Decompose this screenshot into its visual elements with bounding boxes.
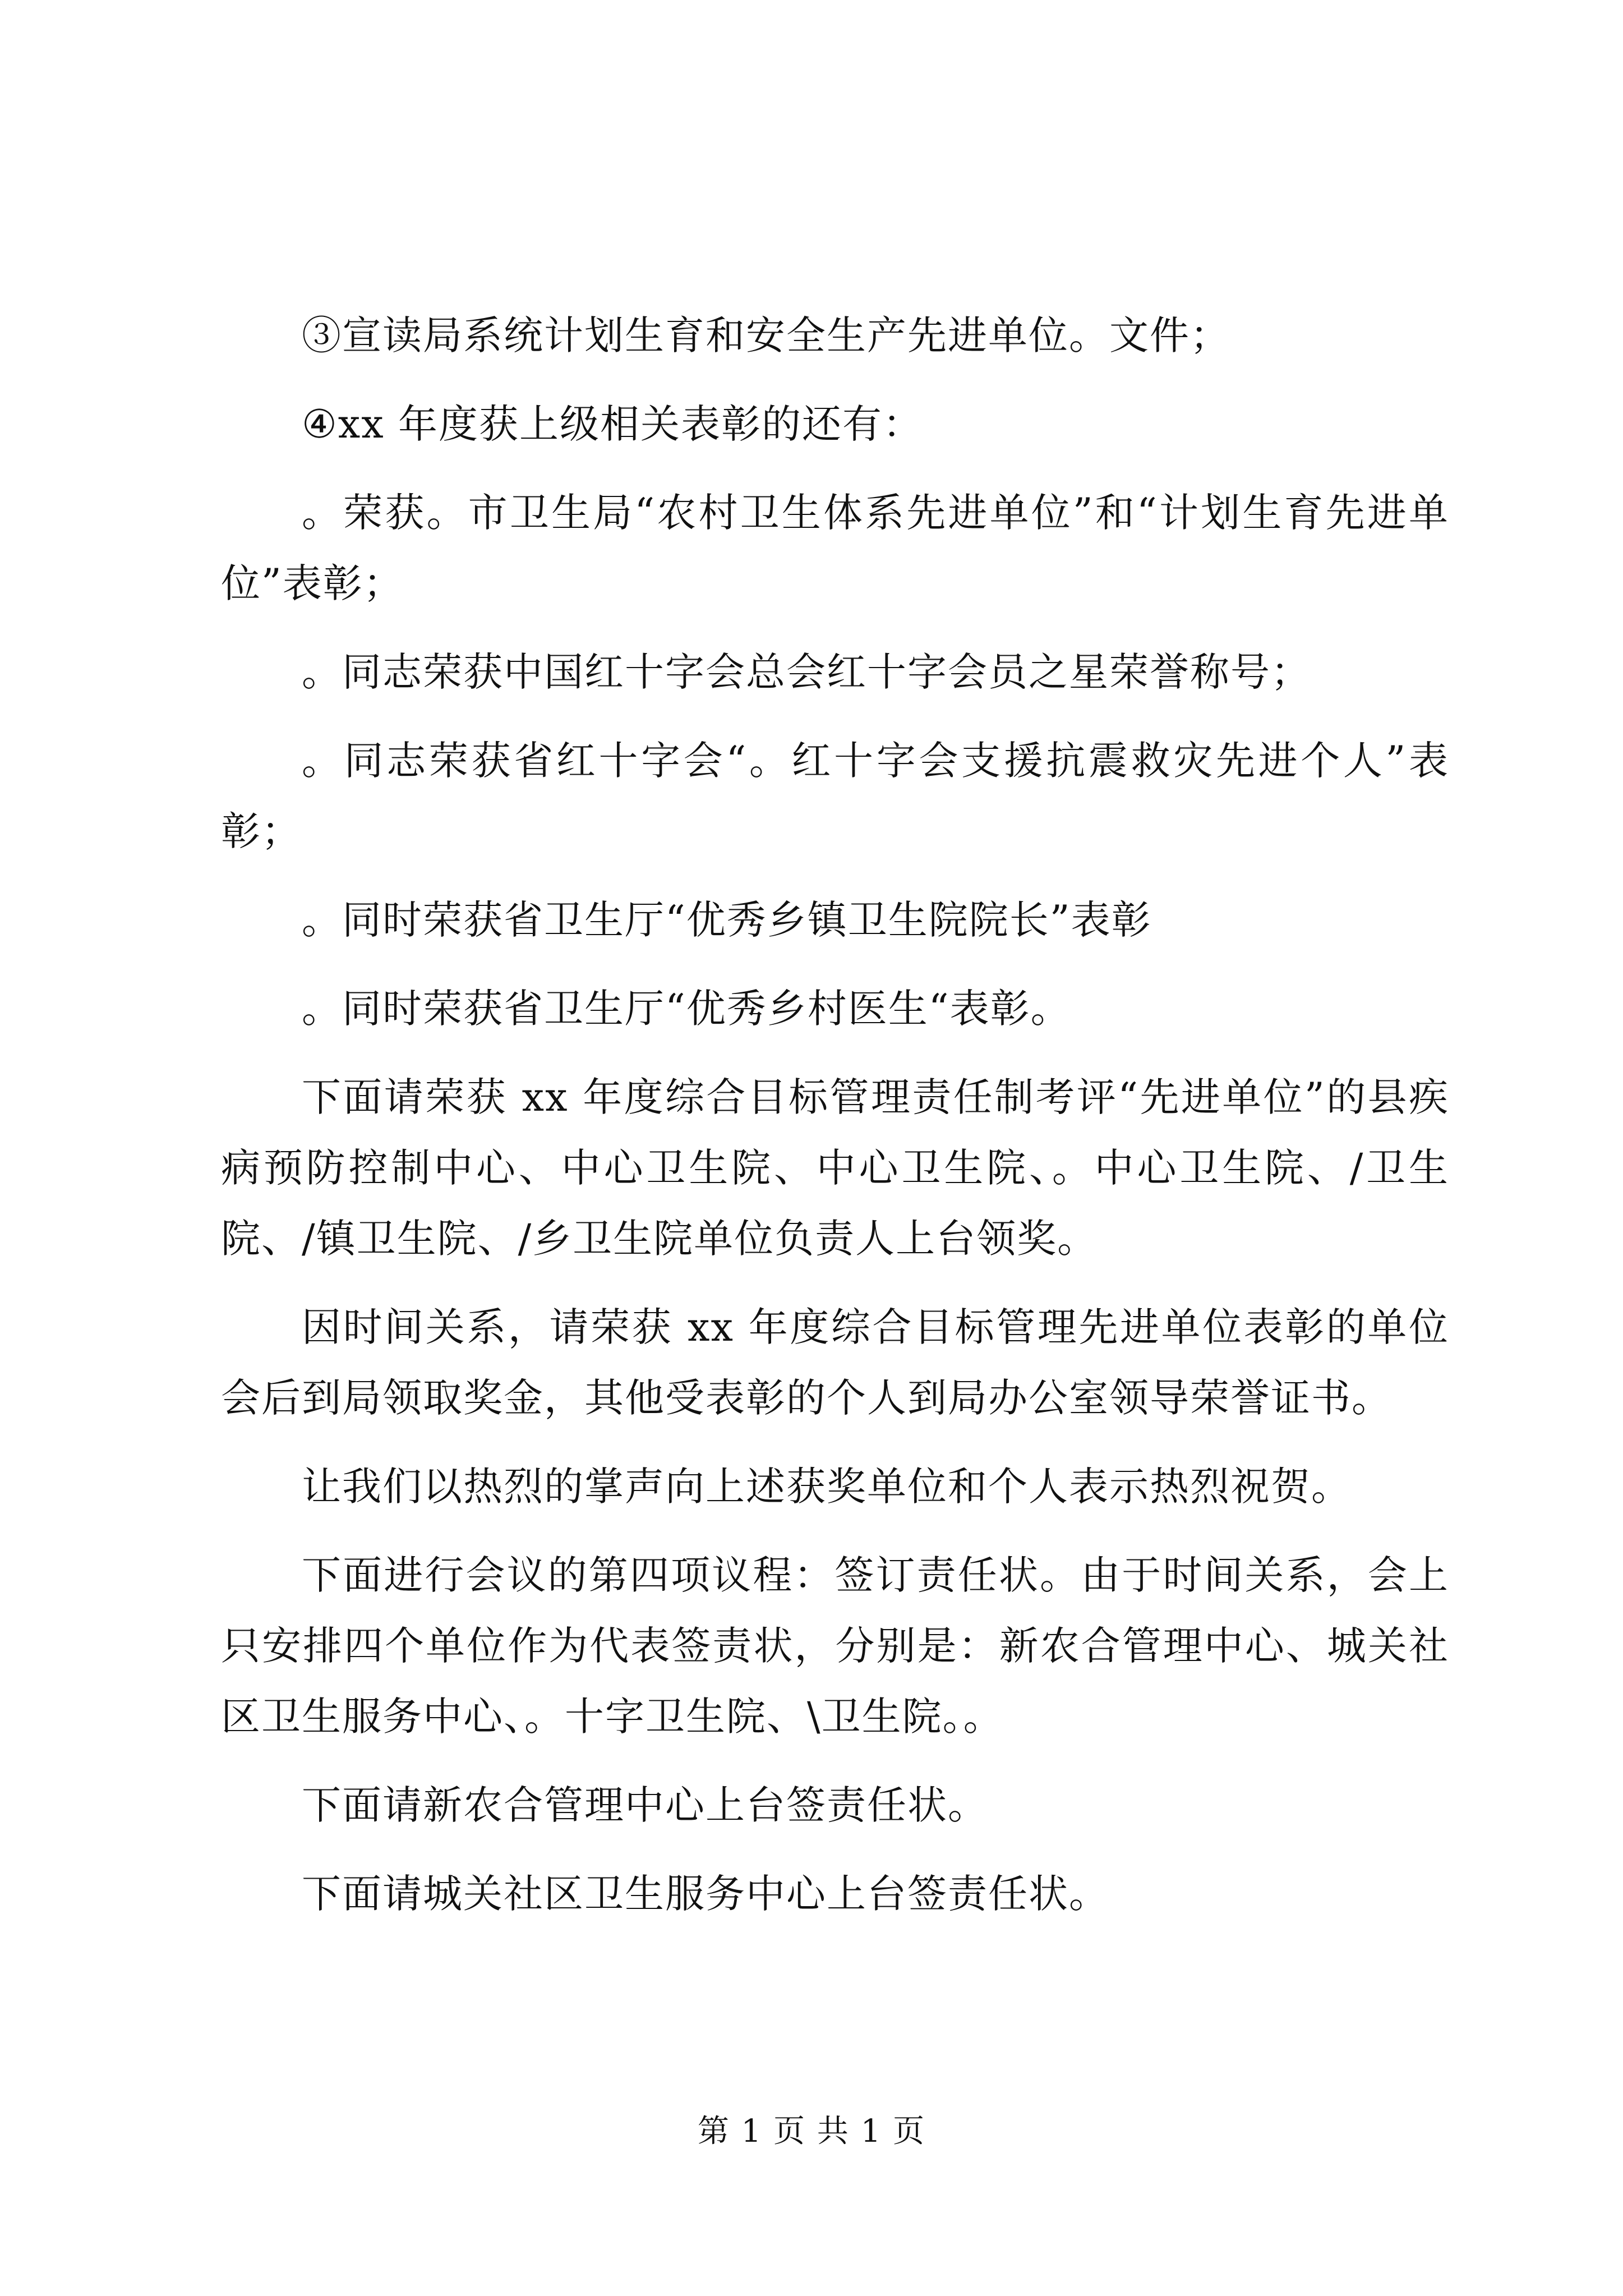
paragraph-9: 因时间关系，请荣获 xx 年度综合目标管理先进单位表彰的单位会后到局领取奖金，其他受表彰的个人到局办公室领导荣誉证书。 <box>221 1304 1449 1421</box>
paragraph-3: 。荣获。市卫生局“农村卫生体系先进单位”和“计划生育先进单位”表彰； <box>221 490 1449 606</box>
paragraph-13: 下面请城关社区卫生服务中心上台签责任状。 <box>302 1871 1109 1917</box>
page-footer: 第 1 页 共 1 页 <box>697 2113 926 2150</box>
paragraph-12: 下面请新农合管理中心上台签责任状。 <box>302 1782 988 1828</box>
paragraph-7: 。同时荣获省卫生厅“优秀乡村医生“表彰。 <box>302 986 1071 1032</box>
document-body <box>221 300 1449 1947</box>
paragraph-2: ④xx 年度获上级相关表彰的还有： <box>302 401 923 447</box>
paragraph-11: 下面进行会议的第四项议程：签订责任状。由于时间关系，会上只安排四个单位作为代表签责状，分别是：新农合管理中心、城关社区卫生服务中心、。十字卫生院、\卫生院。。 <box>221 1552 1449 1740</box>
paragraph-10: 让我们以热烈的掌声向上述获奖单位和个人表示热烈祝贺。 <box>302 1464 1352 1510</box>
paragraph-5: 。同志荣获省红十字会“。红十字会支援抗震救灾先进个人”表彰； <box>221 738 1449 854</box>
paragraph-1: ③宣读局系统计划生育和安全生产先进单位。文件； <box>302 312 1230 358</box>
paragraph-6: 。同时荣获省卫生厅“优秀乡镇卫生院院长”表彰 <box>302 897 1152 943</box>
paragraph-8: 下面请荣获 xx 年度综合目标管理责任制考评“先进单位”的县疾病预防控制中心、中心卫生院、中心卫生院、。中心卫生院、/卫生院、/镇卫生院、/乡卫生院单位负责人上台领奖。 <box>221 1074 1449 1262</box>
paragraph-4: 。同志荣获中国红十字会总会红十字会员之星荣誉称号； <box>302 649 1311 695</box>
